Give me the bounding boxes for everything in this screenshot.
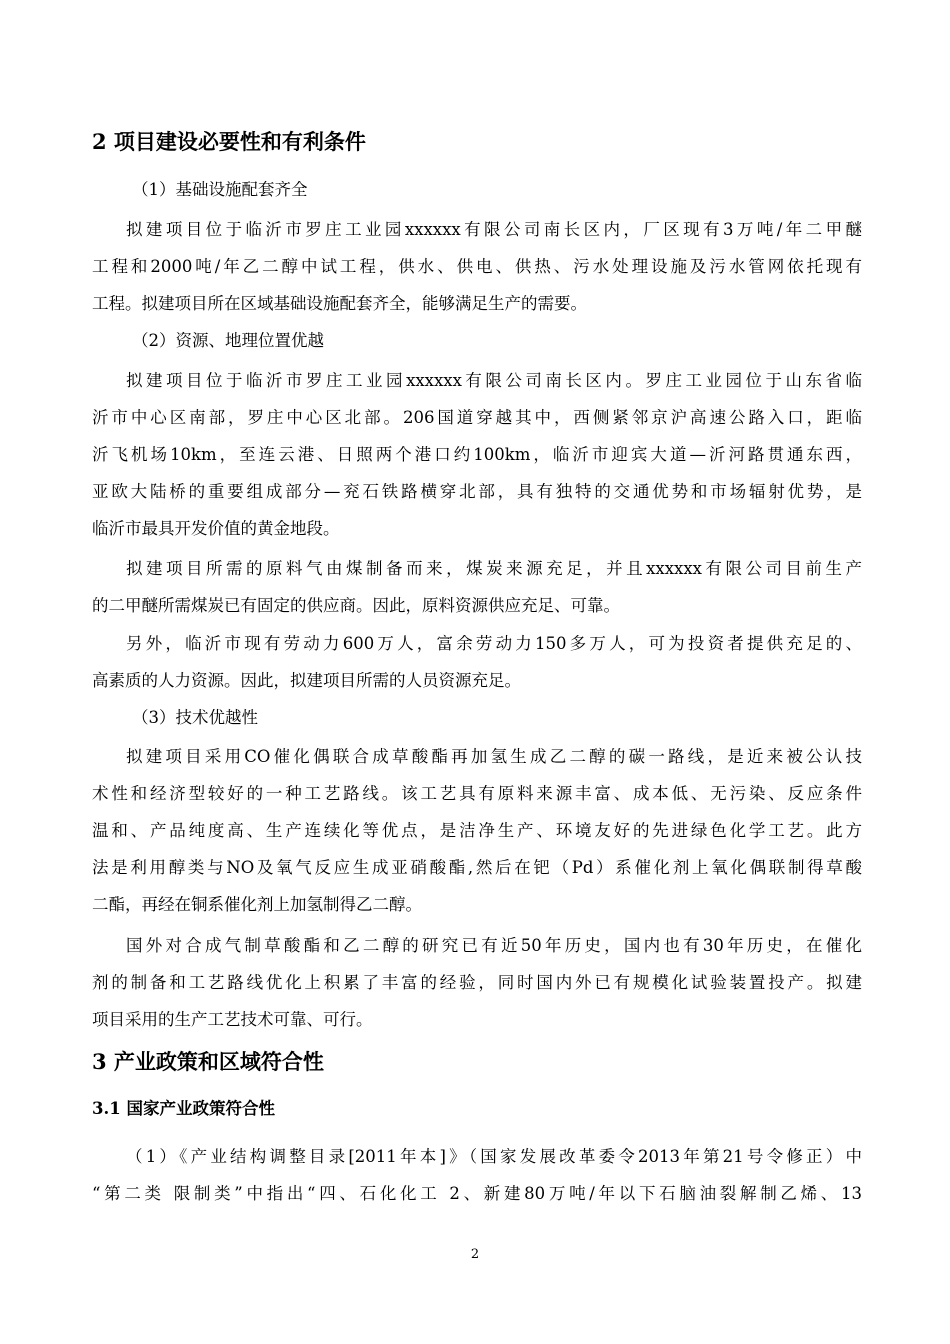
paragraph-line: 法是利用醇类与NO及氧气反应生成亚硝酸酯,然后在钯（Pd）系催化剂上氧化偶联制得草酸 — [92, 858, 862, 877]
paragraph-line: 工程和2000吨/年乙二醇中试工程，供水、供电、供热、污水处理设施及污水管网依托现有 — [92, 257, 862, 276]
paragraph-line: 拟建项目所需的原料气由煤制备而来，煤炭来源充足，并且xxxxxx有限公司目前生产 — [126, 559, 862, 578]
paragraph-line: 沂市中心区南部，罗庄中心区北部。206国道穿越其中，西侧紧邻京沪高速公路入口，距临 — [92, 408, 862, 427]
paragraph-line: 工程。拟建项目所在区域基础设施配套齐全，能够满足生产的需要。 — [92, 294, 587, 313]
paragraph-line: 剂的制备和工艺路线优化上积累了丰富的经验，同时国内外已有规模化试验装置投产。拟建 — [92, 973, 862, 992]
paragraph-line: 沂飞机场10km，至连云港、日照两个港口约100km，临沂市迎宾大道—沂河路贯通东西， — [92, 445, 862, 464]
paragraph-research-history — [92, 927, 862, 1038]
paragraph-line: 拟建项目采用CO催化偶联合成草酸酯再加氢生成乙二醇的碳一路线，是近来被公认技 — [126, 747, 862, 766]
paragraph-line: （1）《产业结构调整目录[2011年本]》（国家发展改革委令2013年第21号令修正）中 — [126, 1147, 862, 1166]
paragraph-line: 拟建项目位于临沂市罗庄工业园xxxxxx有限公司南长区内。罗庄工业园位于山东省临 — [126, 371, 862, 390]
paragraph-technology — [92, 738, 862, 923]
paragraph-location — [92, 362, 862, 547]
paragraph-line: 项目采用的生产工艺技术可靠、可行。 — [92, 1010, 373, 1029]
paragraph-raw-materials — [92, 550, 862, 624]
paragraph-line: “第二类 限制类”中指出“四、石化化工 2、新建80万吨/年以下石脑油裂解制乙烯、13 — [92, 1184, 862, 1203]
subsection-heading-3-1: 3.1 国家产业政策符合性 — [92, 1099, 275, 1118]
paragraph-line: 拟建项目位于临沂市罗庄工业园xxxxxx有限公司南长区内，厂区现有3万吨/年二甲醚 — [126, 220, 862, 239]
paragraph-line: 二酯，再经在铜系催化剂上加氢制得乙二醇。 — [92, 895, 422, 914]
subheading-resources-location: （2）资源、地理位置优越 — [132, 331, 324, 350]
section-heading-3: 3 产业政策和区域符合性 — [92, 1049, 324, 1074]
paragraph-line: 的二甲醚所需煤炭已有固定的供应商。因此，原料资源供应充足、可靠。 — [92, 596, 620, 615]
paragraph-line: 另外，临沂市现有劳动力600万人，富余劳动力150多万人，可为投资者提供充足的、 — [126, 634, 862, 653]
paragraph-line: 温和、产品纯度高、生产连续化等优点，是洁净生产、环境友好的先进绿色化学工艺。此方 — [92, 821, 862, 840]
paragraph-line: 国外对合成气制草酸酯和乙二醇的研究已有近50年历史，国内也有30年历史，在催化 — [126, 936, 862, 955]
paragraph-line: 亚欧大陆桥的重要组成部分—兖石铁路横穿北部，具有独特的交通优势和市场辐射优势，是 — [92, 482, 862, 501]
subheading-technology: （3）技术优越性 — [132, 708, 258, 727]
section-heading-2: 2 项目建设必要性和有利条件 — [92, 129, 366, 154]
paragraph-infrastructure — [92, 211, 862, 322]
paragraph-line: 临沂市最具开发价值的黄金地段。 — [92, 519, 340, 538]
page-number: 2 — [470, 1247, 480, 1262]
subheading-infrastructure: （1）基础设施配套齐全 — [132, 180, 308, 199]
paragraph-line: 术性和经济型较好的一种工艺路线。该工艺具有原料来源丰富、成本低、无污染、反应条件 — [92, 784, 862, 803]
paragraph-line: 高素质的人力资源。因此，拟建项目所需的人员资源充足。 — [92, 671, 521, 690]
paragraph-industrial-policy — [92, 1138, 862, 1212]
paragraph-labor — [92, 625, 862, 699]
